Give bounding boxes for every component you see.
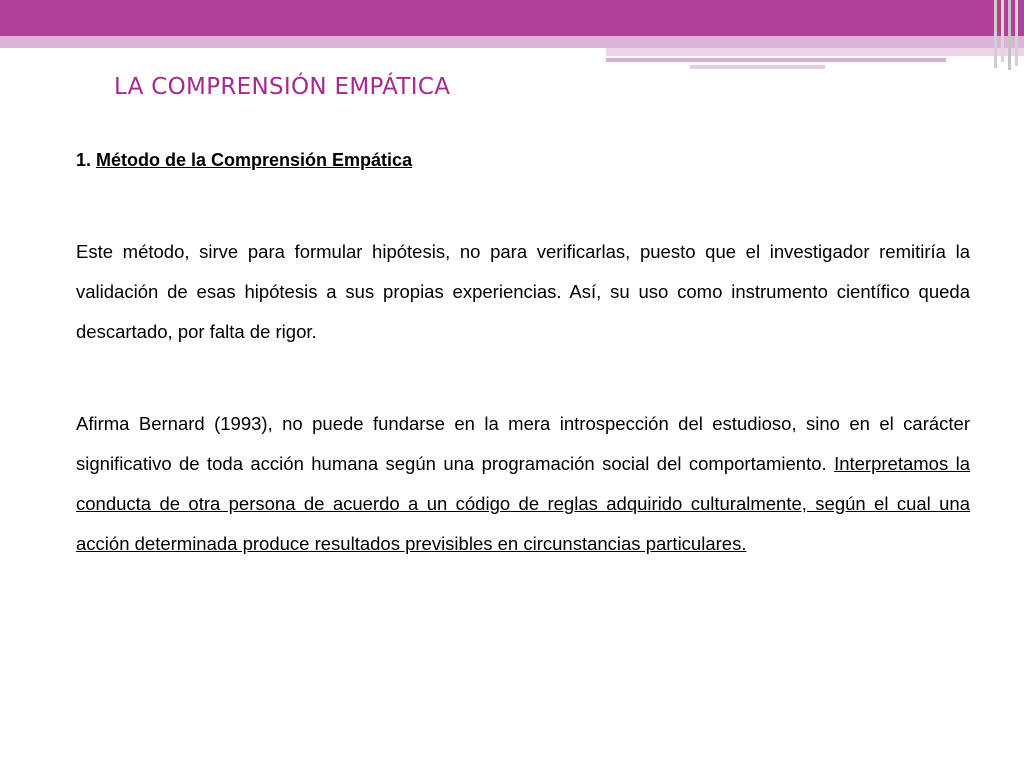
corner-stripe — [1008, 0, 1011, 70]
header-bar — [0, 0, 1024, 36]
header-bar-light — [0, 36, 1024, 48]
corner-stripe — [1015, 0, 1018, 66]
corner-stripe — [1001, 0, 1004, 62]
slide-title: LA COMPRENSIÓN EMPÁTICA — [114, 74, 451, 100]
paragraph-method: Este método, sirve para formular hipótesis, no para verificarlas, puesto que el investigador remitiría la validación de esas hipótesis a sus propias experiencias. Así, su uso como instrumento científico queda descartado, por falta de rigor. — [76, 241, 970, 342]
corner-stripe — [994, 0, 997, 68]
paragraph-bernard-intro: Afirma Bernard (1993), no puede fundarse en la mera introspección del estudioso, sino en el carácter significativo de toda acción humana según una programación social del comportamiento. — [76, 413, 970, 474]
header-accent-line — [690, 65, 825, 69]
paragraph-bernard-underlined: Interpretamos la conducta de otra persona de acuerdo a un código de reglas adquirido culturalmente, según el cual una acción determinada produce resultados previsibles en circunstancias particulares. — [76, 453, 970, 554]
section-heading-text: Método de la Comprensión Empática — [96, 150, 413, 170]
paragraph-bernard — [76, 404, 970, 564]
section-number: 1. — [76, 150, 92, 170]
header-accent-line — [606, 48, 1024, 56]
section-heading — [76, 150, 412, 171]
header-accent-line — [606, 58, 946, 62]
